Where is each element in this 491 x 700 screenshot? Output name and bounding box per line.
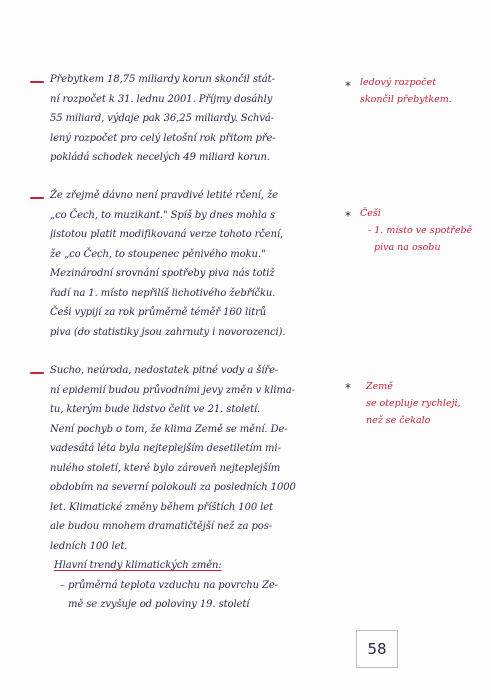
section-heading: Hlavní trendy klimatických změn: [54,560,222,571]
paragraph-2-line: že „co Čech, to stoupenec pěnivého moku." [50,248,266,260]
margin-note-line: Země [366,381,393,392]
page-number-box [356,630,398,668]
paragraph-3-line: tu, kterým bude lidstvo čelit ve 21. století. [50,404,261,415]
paragraph-3-line: Sucho, neúroda, nedostatek pitné vody a šíře- [50,365,279,376]
paragraph-3-line: let. Klimatické změny během příštích 100 let [50,501,274,513]
paragraph-1-line: pokládá schodek necelých 49 miliard korun. [50,152,270,163]
paragraph-3-line: vadesátá léta byla nejteplejším desetiletím mi- [50,443,281,454]
paragraph-1-line: 55 miliard, výdaje pak 36,25 miliardy. Schvá- [50,113,275,124]
margin-note-line: ledový rozpočet [360,77,437,88]
paragraph-1-line: Přebytkem 18,75 miliardy korun skončil stát- [50,74,275,85]
red-dash-marker [30,197,44,199]
red-dash-marker [30,372,44,374]
margin-note-3 [360,378,485,429]
paragraph-3-line: Není pochyb o tom, že klima Země se mění. De- [50,423,288,435]
paragraph-2-line: piva (do statistiky jsou zahrnuty i novorozenci). [50,326,286,338]
paragraph-1-line: lený rozpočet pro celý letošní rok přitom pře- [50,132,276,144]
asterisk-marker: * [345,209,351,223]
page-number: 58 [367,640,387,658]
paragraph-1 [50,70,345,168]
margin-note-line: Češi [360,208,381,219]
paragraph-2-line: jistotou platit modifikovaná verze tohoto rčení, [50,229,284,240]
margin-note-line: - 1. místo ve spotřebě [368,225,473,236]
paragraph-3 [50,361,345,615]
paragraph-3-line: ní epidemií budou průvodními jevy změn v klima- [50,384,295,396]
bullet-line: mě se zvyšuje od poloviny 19. století [68,599,250,610]
paragraph-2-line: Češi vypijí za rok průměrně téměř 160 litrů [50,307,267,318]
red-dash-marker [30,81,44,83]
asterisk-marker: * [345,79,351,93]
paragraph-2-line: Že zřejmě dávno není pravdivé letité rčení, že [50,190,278,201]
margin-note-1 [360,74,485,108]
bullet-line: – průměrná teplota vzduchu na povrchu Ze- [60,579,278,591]
paragraph-2-line: „co Čech, to muzikant." Spíš by dnes mohla s [50,209,276,221]
paragraph-2 [50,186,345,342]
paragraph-3-line: obdobím na severní polokouli za posledních 1000 [50,482,296,493]
asterisk-marker: * [345,381,351,395]
margin-note-line: se otepluje rychleji, [366,398,461,409]
margin-note-line: než se čekalo [366,415,431,426]
paragraph-2-line: řadí na 1. místo nepřilíš lichotivého žebříčku. [50,287,276,299]
margin-note-line: skončil přebytkem. [360,94,452,105]
paragraph-2-line: Mezinárodní srovnání spotřeby piva nás totiž [50,268,275,279]
paragraph-3-line: nulého století, které bylo zároveň nejteplejším [50,462,281,474]
paragraph-1-line: ní rozpočet k 31. lednu 2001. Příjmy dosáhly [50,93,273,105]
margin-note-2 [360,205,485,256]
paragraph-3-line: ale budou mnohem dramatičtější než za pos- [50,521,273,532]
margin-note-line: piva na osobu [374,242,441,253]
paragraph-3-line: ledních 100 let. [50,540,128,552]
